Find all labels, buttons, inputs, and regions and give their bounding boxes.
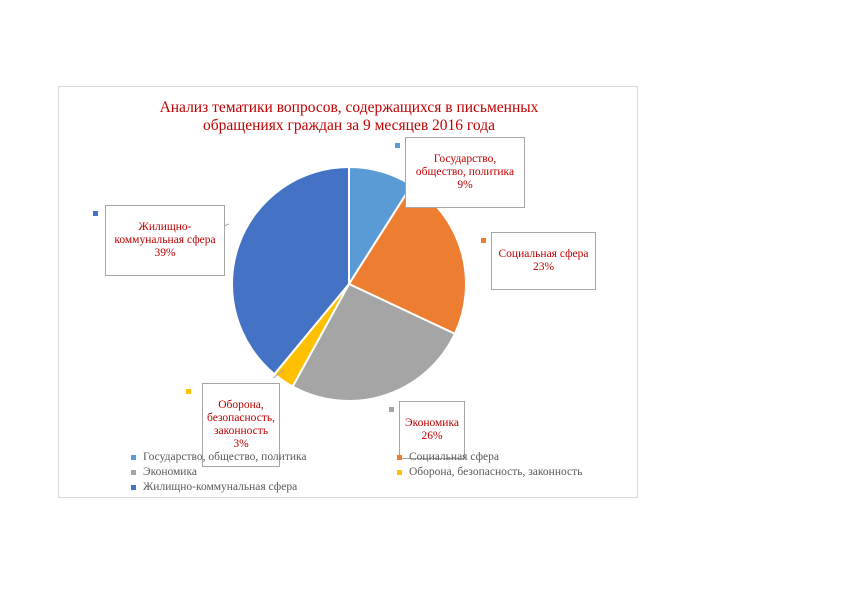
callout-marker-4 [93, 211, 98, 216]
callout-marker-1 [481, 238, 486, 243]
legend-swatch-social [397, 455, 402, 460]
legend-swatch-defense [397, 470, 402, 475]
callout-label-social [491, 232, 596, 290]
callout-text-social: Социальная сфера [498, 248, 589, 260]
legend-label-gov: Государство, общество, политика [143, 451, 307, 463]
callout-marker-0 [395, 143, 400, 148]
callout-text-gov: Государство, общество, политика [415, 153, 515, 178]
chart-frame [58, 86, 638, 498]
legend-item-econ [131, 466, 197, 479]
legend-swatch-gov [131, 455, 136, 460]
legend-swatch-econ [131, 470, 136, 475]
legend-item-gov [131, 451, 307, 464]
pie-chart [59, 87, 639, 499]
legend-item-defense [397, 466, 582, 479]
callout-value-econ: 26% [421, 430, 443, 442]
callout-marker-2 [389, 407, 394, 412]
legend-label-defense: Оборона, безопасность, законность [409, 466, 583, 478]
legend-label-econ: Экономика [143, 466, 197, 478]
legend-label-social: Социальная сфера [409, 451, 499, 463]
callout-label-gov [405, 137, 525, 208]
callout-text-housing: Жилищно- коммунальная сфера [114, 221, 216, 246]
legend-item-social [397, 451, 499, 464]
callout-text-defense: Оборона, безопасность, законность [207, 399, 275, 437]
chart-title: Анализ тематики вопросов, содержащихся в письменных обращениях граждан за 9 месяцев 2016 года [159, 99, 539, 134]
callout-value-defense: 3% [233, 438, 249, 450]
callout-value-gov: 9% [457, 179, 473, 191]
legend-label-housing: Жилищно-коммунальная сфера [143, 481, 298, 493]
callout-label-housing [105, 205, 225, 276]
legend-item-housing [131, 481, 297, 494]
legend-swatch-housing [131, 485, 136, 490]
callout-value-social: 23% [532, 261, 555, 273]
callout-text-econ: Экономика [405, 417, 459, 429]
callout-value-housing: 39% [154, 247, 176, 259]
callout-marker-3 [186, 389, 191, 394]
